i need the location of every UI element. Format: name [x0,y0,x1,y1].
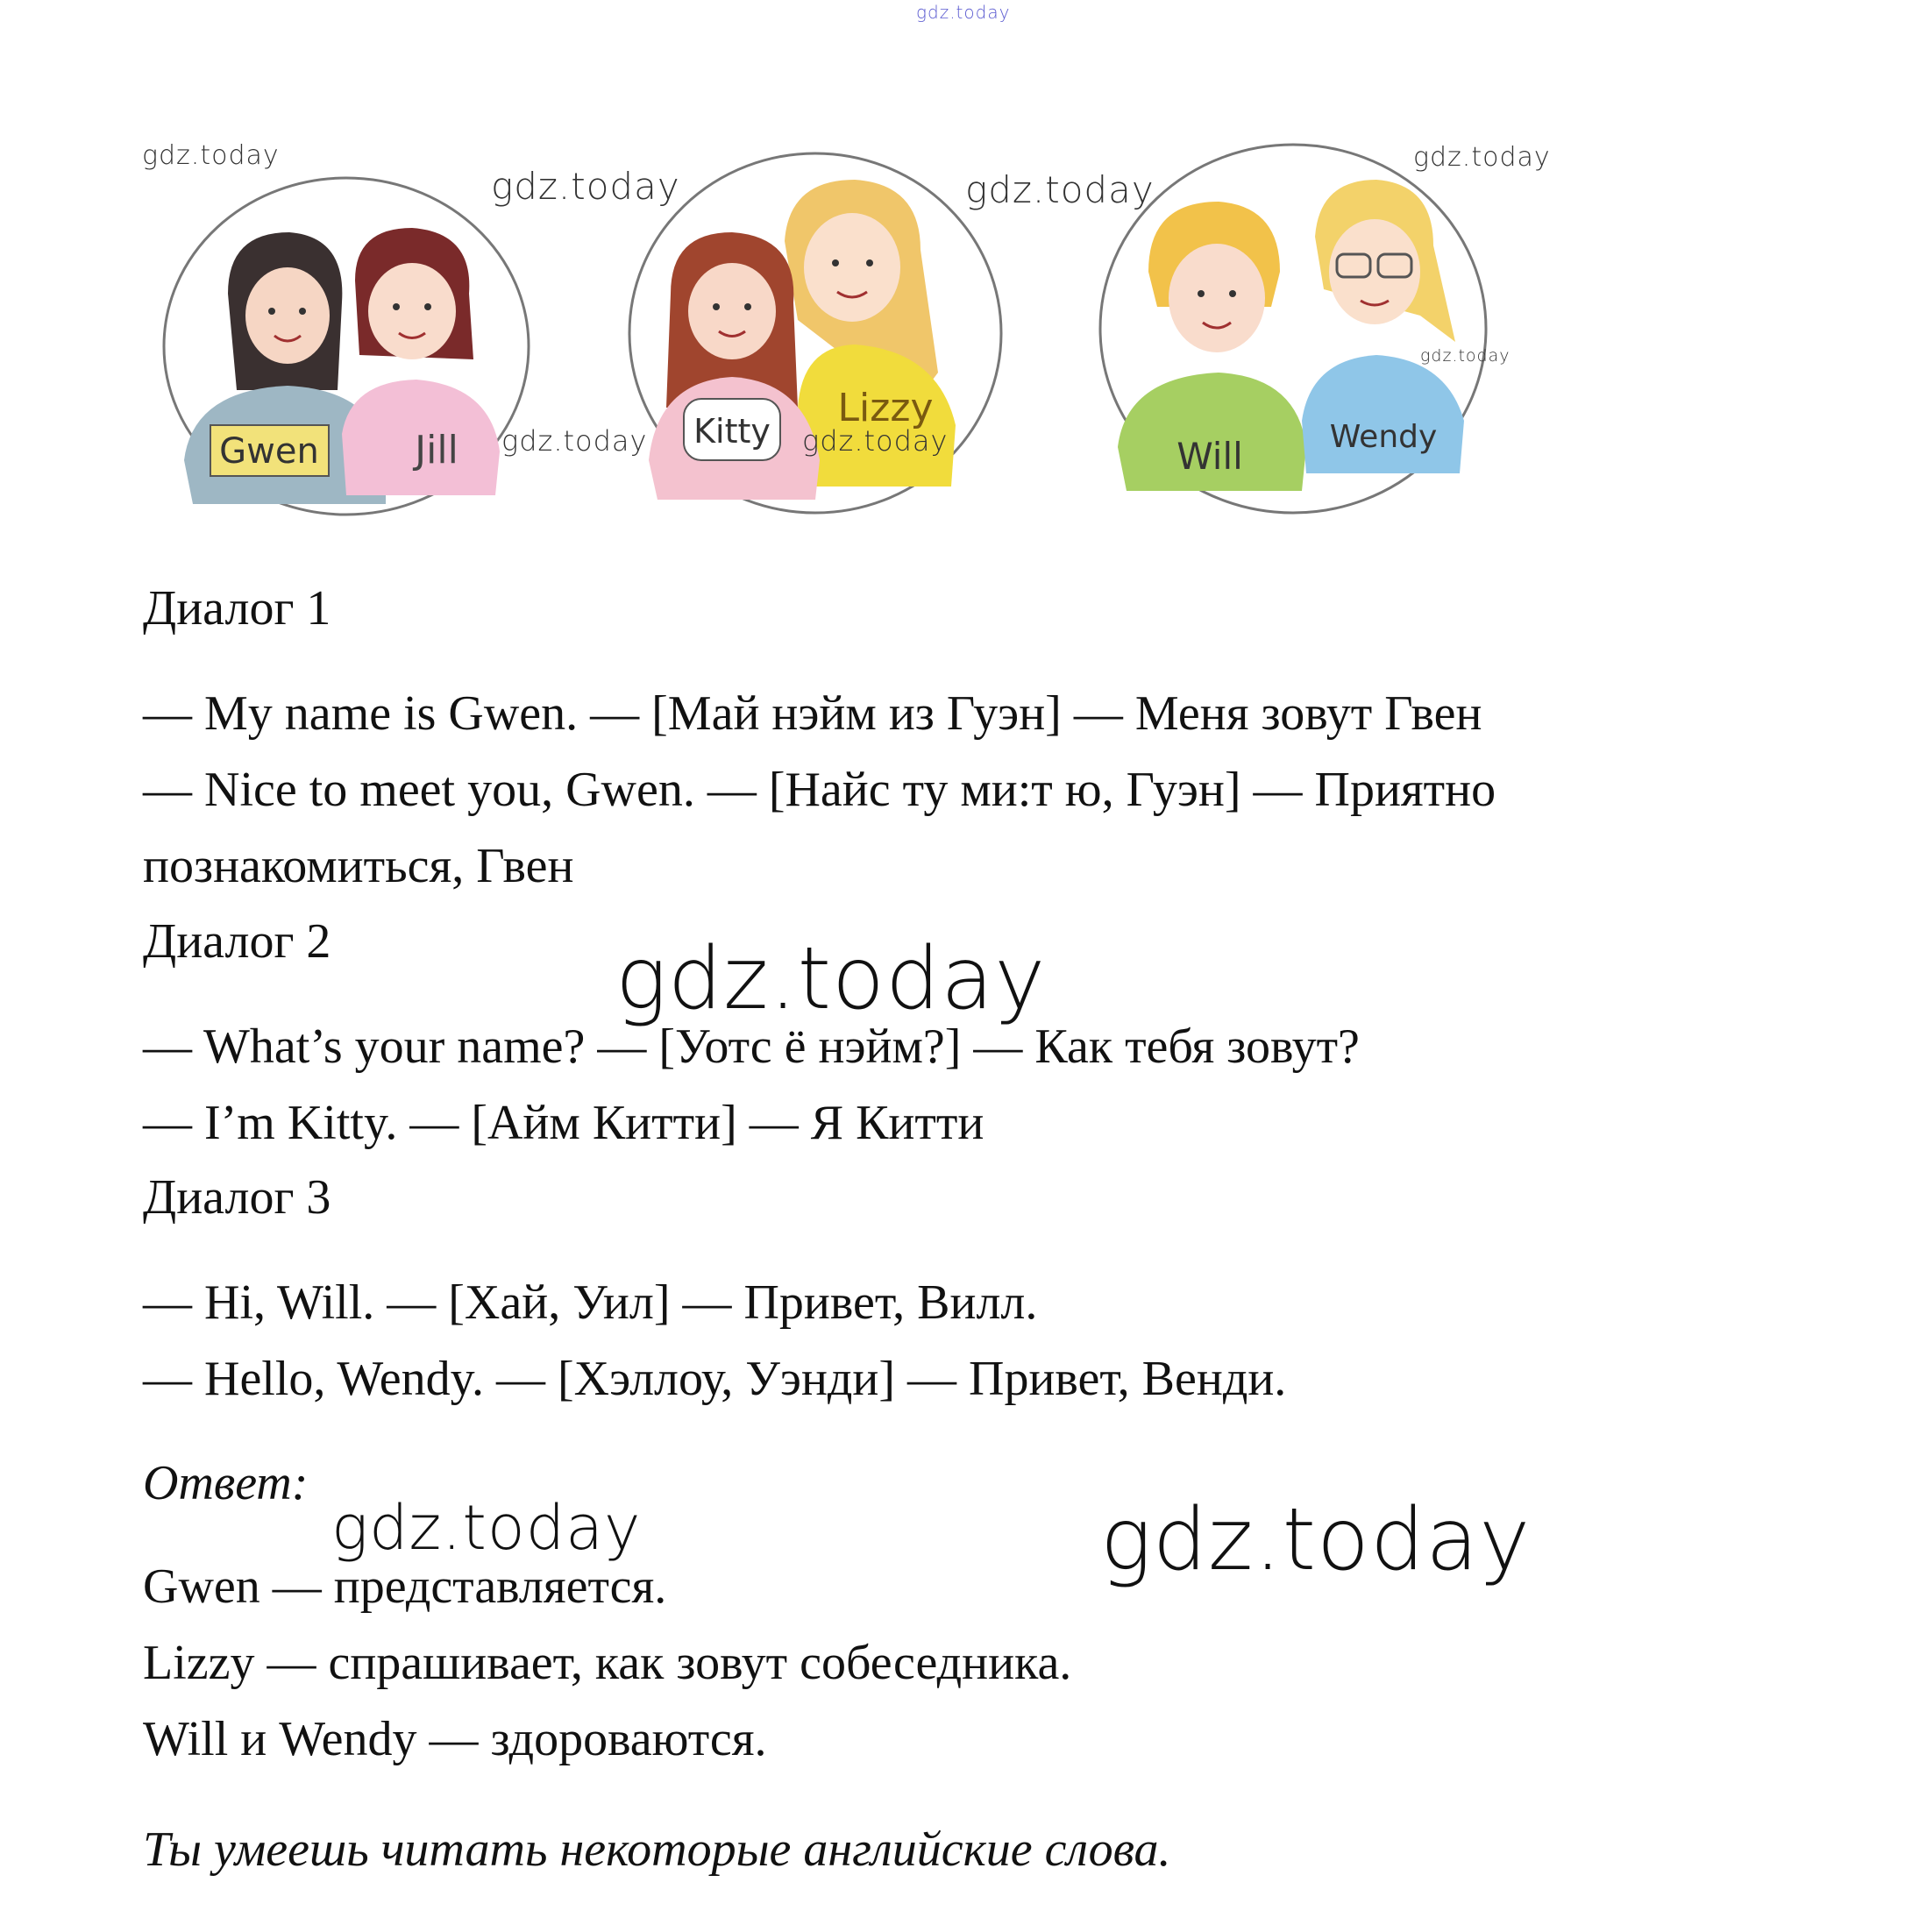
dialog-1-line-2: — Nice to meet you, Gwen. — [Найс ту ми:т ю, Гуэн] — Приятно [143,763,1496,817]
answer-line-3: Will и Wendy — здороваются. [143,1712,767,1766]
portrait-will-wendy [1096,140,1490,526]
name-tag-will: Will [1176,435,1243,478]
watermark-small: gdz.today [1413,142,1551,173]
watermark-small: gdz.today [142,140,280,171]
dialog-1-line-3: познакомиться, Гвен [143,839,574,893]
watermark-small: gdz.today [491,165,680,208]
dialog-3-line-1: — Hi, Will. — [Хай, Уил] — Привет, Вилл. [143,1275,1038,1330]
answer-line-1: Gwen — представляется. [143,1559,667,1614]
name-tag-lizzy: Lizzy [837,386,934,430]
footer-note: Ты умеешь читать некоторые английские слова. [143,1822,1171,1877]
watermark-small: gdz.today [802,424,949,458]
dialog-2-line-2: — I’m Kitty. — [Айм Китти] — Я Китти [143,1096,984,1150]
portrait-gwen-jill [158,171,535,522]
answer-line-2: Lizzy — спрашивает, как зовут собеседника. [143,1636,1072,1690]
watermark-small: gdz.today [501,424,648,458]
portrait-kitty-lizzy [622,145,1008,522]
dialog-1-line-1: — My name is Gwen. — [Май нэйм из Гуэн] — Меня зовут Гвен [143,686,1482,741]
dialog-2-line-1: — What’s your name? — [Уотс ё нэйм?] — Как тебя зовут? [143,1019,1360,1074]
watermark-top: gdz.today [916,2,1011,23]
name-tag-gwen: Gwen [219,431,319,472]
watermark-large: gdz.today [1100,1490,1532,1590]
portraits-illustration [132,136,1517,530]
answer-label: Ответ: [143,1456,309,1510]
name-tag-kitty: Kitty [693,412,771,451]
watermark-large: gdz.today [615,929,1047,1029]
watermark-small: gdz.today [965,168,1155,211]
name-tag-jill: Jill [415,428,458,472]
watermark-small: gdz.today [1420,346,1510,366]
dialog-3-title: Диалог 3 [143,1170,331,1225]
dialog-2-title: Диалог 2 [143,914,331,969]
watermark-large: gdz.today [331,1492,642,1564]
dialog-1-title: Диалог 1 [143,581,331,636]
name-tag-wendy: Wendy [1329,419,1438,455]
dialog-3-line-2: — Hello, Wendy. — [Хэллоу, Уэнди] — Привет, Венди. [143,1352,1287,1406]
